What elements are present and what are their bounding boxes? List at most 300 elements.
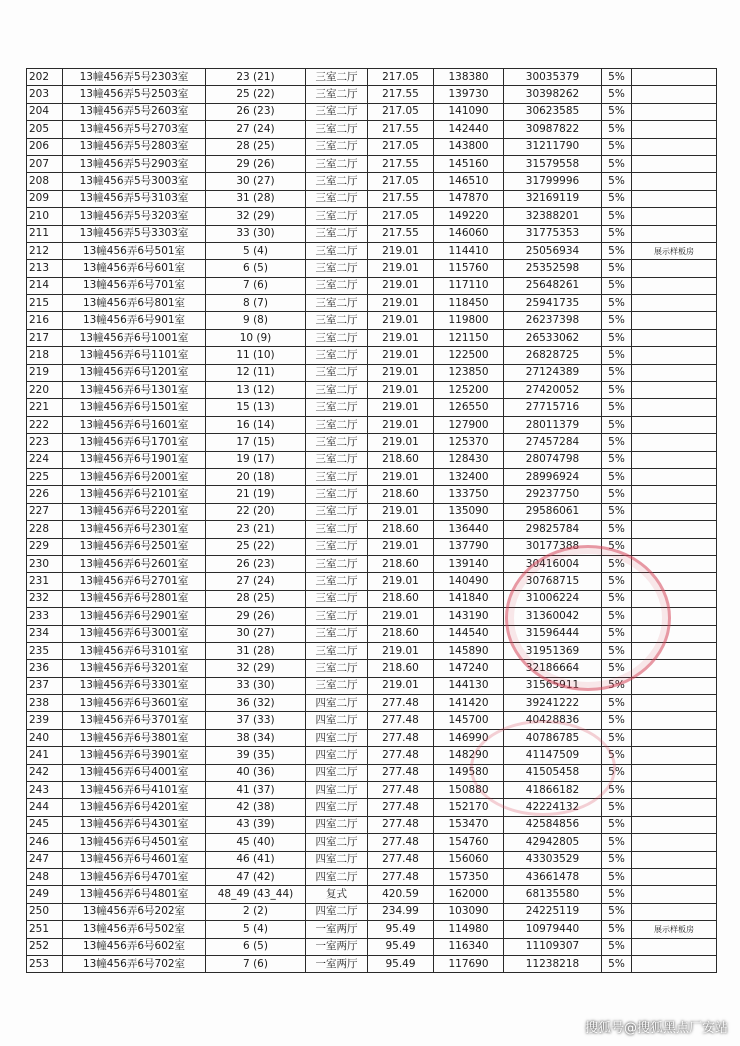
rate-cell: 5% <box>602 816 632 833</box>
total-price-cell: 27124389 <box>504 364 602 381</box>
row-number-cell: 203 <box>27 86 63 103</box>
floor-area-cell: 95.49 <box>368 955 434 972</box>
unit-address-cell: 13幢456弄6号3001室 <box>63 625 206 642</box>
row-number-cell: 241 <box>27 747 63 764</box>
table-row <box>27 416 717 433</box>
unit-price-cell: 116340 <box>434 938 504 955</box>
unit-price-cell: 118450 <box>434 295 504 312</box>
total-price-cell: 31951369 <box>504 642 602 659</box>
unit-address-cell: 13幢456弄6号4001室 <box>63 764 206 781</box>
room-layout-cell: 三室二厅 <box>306 173 368 190</box>
floor-number-cell: 10 (9) <box>206 329 306 346</box>
room-layout-cell: 三室二厅 <box>306 69 368 86</box>
note-cell <box>632 712 717 729</box>
room-layout-cell: 四室二厅 <box>306 799 368 816</box>
floor-area-cell: 217.55 <box>368 155 434 172</box>
row-number-cell: 217 <box>27 329 63 346</box>
row-number-cell: 233 <box>27 608 63 625</box>
room-layout-cell: 三室二厅 <box>306 329 368 346</box>
note-cell <box>632 834 717 851</box>
total-price-cell: 31579558 <box>504 155 602 172</box>
floor-number-cell: 29 (26) <box>206 155 306 172</box>
floor-number-cell: 13 (12) <box>206 382 306 399</box>
row-number-cell: 206 <box>27 138 63 155</box>
note-cell <box>632 886 717 903</box>
room-layout-cell: 三室二厅 <box>306 590 368 607</box>
floor-number-cell: 11 (10) <box>206 347 306 364</box>
row-number-cell: 239 <box>27 712 63 729</box>
floor-area-cell: 218.60 <box>368 521 434 538</box>
unit-address-cell: 13幢456弄5号3103室 <box>63 190 206 207</box>
floor-number-cell: 25 (22) <box>206 86 306 103</box>
total-price-cell: 30035379 <box>504 69 602 86</box>
unit-address-cell: 13幢456弄6号3301室 <box>63 677 206 694</box>
unit-address-cell: 13幢456弄6号1501室 <box>63 399 206 416</box>
floor-number-cell: 31 (28) <box>206 190 306 207</box>
unit-price-cell: 162000 <box>434 886 504 903</box>
unit-address-cell: 13幢456弄5号2603室 <box>63 103 206 120</box>
note-cell <box>632 347 717 364</box>
note-cell <box>632 521 717 538</box>
unit-address-cell: 13幢456弄6号1701室 <box>63 434 206 451</box>
note-cell <box>632 764 717 781</box>
table-row <box>27 208 717 225</box>
table-row <box>27 347 717 364</box>
unit-address-cell: 13幢456弄5号2903室 <box>63 155 206 172</box>
total-price-cell: 31565911 <box>504 677 602 694</box>
rate-cell: 5% <box>602 138 632 155</box>
rate-cell: 5% <box>602 364 632 381</box>
row-number-cell: 221 <box>27 399 63 416</box>
row-number-cell: 253 <box>27 955 63 972</box>
total-price-cell: 26533062 <box>504 329 602 346</box>
unit-address-cell: 13幢456弄6号4601室 <box>63 851 206 868</box>
rate-cell: 5% <box>602 399 632 416</box>
rate-cell: 5% <box>602 677 632 694</box>
rate-cell: 5% <box>602 295 632 312</box>
unit-price-cell: 123850 <box>434 364 504 381</box>
rate-cell: 5% <box>602 208 632 225</box>
row-number-cell: 211 <box>27 225 63 242</box>
note-cell <box>632 938 717 955</box>
floor-number-cell: 5 (4) <box>206 921 306 938</box>
row-number-cell: 229 <box>27 538 63 555</box>
floor-number-cell: 46 (41) <box>206 851 306 868</box>
floor-number-cell: 19 (17) <box>206 451 306 468</box>
room-layout-cell: 三室二厅 <box>306 86 368 103</box>
total-price-cell: 31775353 <box>504 225 602 242</box>
rate-cell: 5% <box>602 955 632 972</box>
floor-area-cell: 217.05 <box>368 69 434 86</box>
unit-price-cell: 117690 <box>434 955 504 972</box>
table-row <box>27 399 717 416</box>
total-price-cell: 43303529 <box>504 851 602 868</box>
floor-area-cell: 219.01 <box>368 277 434 294</box>
room-layout-cell: 三室二厅 <box>306 468 368 485</box>
total-price-cell: 26828725 <box>504 347 602 364</box>
rate-cell: 5% <box>602 729 632 746</box>
unit-address-cell: 13幢456弄6号4701室 <box>63 868 206 885</box>
room-layout-cell: 三室二厅 <box>306 382 368 399</box>
total-price-cell: 28074798 <box>504 451 602 468</box>
table-row <box>27 764 717 781</box>
floor-number-cell: 15 (13) <box>206 399 306 416</box>
floor-area-cell: 217.55 <box>368 121 434 138</box>
table-row <box>27 503 717 520</box>
room-layout-cell: 三室二厅 <box>306 399 368 416</box>
table-row <box>27 173 717 190</box>
floor-area-cell: 219.01 <box>368 573 434 590</box>
floor-area-cell: 277.48 <box>368 816 434 833</box>
note-cell <box>632 468 717 485</box>
unit-price-cell: 146990 <box>434 729 504 746</box>
floor-number-cell: 27 (24) <box>206 121 306 138</box>
row-number-cell: 232 <box>27 590 63 607</box>
floor-number-cell: 32 (29) <box>206 208 306 225</box>
room-layout-cell: 三室二厅 <box>306 312 368 329</box>
table-row <box>27 538 717 555</box>
floor-area-cell: 277.48 <box>368 851 434 868</box>
row-number-cell: 248 <box>27 868 63 885</box>
rate-cell: 5% <box>602 347 632 364</box>
unit-address-cell: 13幢456弄6号501室 <box>63 242 206 259</box>
row-number-cell: 247 <box>27 851 63 868</box>
room-layout-cell: 三室二厅 <box>306 677 368 694</box>
rate-cell: 5% <box>602 555 632 572</box>
unit-address-cell: 13幢456弄6号1901室 <box>63 451 206 468</box>
rate-cell: 5% <box>602 782 632 799</box>
note-cell <box>632 277 717 294</box>
room-layout-cell: 三室二厅 <box>306 208 368 225</box>
total-price-cell: 30768715 <box>504 573 602 590</box>
floor-number-cell: 42 (38) <box>206 799 306 816</box>
unit-price-cell: 140490 <box>434 573 504 590</box>
total-price-cell: 40428836 <box>504 712 602 729</box>
table-row <box>27 677 717 694</box>
row-number-cell: 237 <box>27 677 63 694</box>
rate-cell: 5% <box>602 329 632 346</box>
floor-number-cell: 43 (39) <box>206 816 306 833</box>
unit-address-cell: 13幢456弄6号801室 <box>63 295 206 312</box>
row-number-cell: 245 <box>27 816 63 833</box>
room-layout-cell: 三室二厅 <box>306 573 368 590</box>
rate-cell: 5% <box>602 486 632 503</box>
floor-number-cell: 26 (23) <box>206 555 306 572</box>
total-price-cell: 41505458 <box>504 764 602 781</box>
unit-price-cell: 121150 <box>434 329 504 346</box>
total-price-cell: 29237750 <box>504 486 602 503</box>
room-layout-cell: 三室二厅 <box>306 225 368 242</box>
total-price-cell: 10979440 <box>504 921 602 938</box>
floor-area-cell: 277.48 <box>368 764 434 781</box>
row-number-cell: 240 <box>27 729 63 746</box>
unit-address-cell: 13幢456弄6号202室 <box>63 903 206 920</box>
total-price-cell: 25648261 <box>504 277 602 294</box>
row-number-cell: 226 <box>27 486 63 503</box>
floor-number-cell: 21 (19) <box>206 486 306 503</box>
unit-price-cell: 132400 <box>434 468 504 485</box>
note-cell <box>632 573 717 590</box>
floor-area-cell: 218.60 <box>368 451 434 468</box>
unit-price-cell: 145890 <box>434 642 504 659</box>
unit-price-cell: 144540 <box>434 625 504 642</box>
unit-address-cell: 13幢456弄5号2303室 <box>63 69 206 86</box>
rate-cell: 5% <box>602 747 632 764</box>
floor-number-cell: 38 (34) <box>206 729 306 746</box>
row-number-cell: 219 <box>27 364 63 381</box>
unit-address-cell: 13幢456弄6号901室 <box>63 312 206 329</box>
row-number-cell: 210 <box>27 208 63 225</box>
note-cell <box>632 260 717 277</box>
rate-cell: 5% <box>602 434 632 451</box>
unit-price-cell: 152170 <box>434 799 504 816</box>
floor-area-cell: 95.49 <box>368 938 434 955</box>
total-price-cell: 30987822 <box>504 121 602 138</box>
room-layout-cell: 一室两厅 <box>306 921 368 938</box>
row-number-cell: 250 <box>27 903 63 920</box>
rate-cell: 5% <box>602 695 632 712</box>
rate-cell: 5% <box>602 155 632 172</box>
room-layout-cell: 三室二厅 <box>306 242 368 259</box>
row-number-cell: 202 <box>27 69 63 86</box>
table-row <box>27 382 717 399</box>
floor-number-cell: 2 (2) <box>206 903 306 920</box>
note-cell <box>632 451 717 468</box>
note-cell <box>632 138 717 155</box>
total-price-cell: 28996924 <box>504 468 602 485</box>
room-layout-cell: 三室二厅 <box>306 260 368 277</box>
row-number-cell: 230 <box>27 555 63 572</box>
unit-price-cell: 150880 <box>434 782 504 799</box>
rate-cell: 5% <box>602 625 632 642</box>
room-layout-cell: 三室二厅 <box>306 555 368 572</box>
floor-area-cell: 219.01 <box>368 538 434 555</box>
room-layout-cell: 三室二厅 <box>306 451 368 468</box>
note-cell <box>632 173 717 190</box>
floor-area-cell: 277.48 <box>368 868 434 885</box>
rate-cell: 5% <box>602 451 632 468</box>
table-row <box>27 451 717 468</box>
table-row <box>27 434 717 451</box>
room-layout-cell: 三室二厅 <box>306 434 368 451</box>
row-number-cell: 251 <box>27 921 63 938</box>
floor-area-cell: 217.05 <box>368 208 434 225</box>
floor-area-cell: 277.48 <box>368 695 434 712</box>
rate-cell: 5% <box>602 903 632 920</box>
note-cell <box>632 225 717 242</box>
table-row <box>27 295 717 312</box>
row-number-cell: 242 <box>27 764 63 781</box>
table-row <box>27 312 717 329</box>
unit-price-cell: 103090 <box>434 903 504 920</box>
room-layout-cell: 三室二厅 <box>306 277 368 294</box>
table-row <box>27 695 717 712</box>
note-cell <box>632 851 717 868</box>
table-row <box>27 555 717 572</box>
total-price-cell: 42942805 <box>504 834 602 851</box>
note-cell <box>632 868 717 885</box>
unit-price-cell: 136440 <box>434 521 504 538</box>
watermark-text: 搜狐号@搜狐黑点厂安站 <box>584 1021 728 1036</box>
unit-address-cell: 13幢456弄6号602室 <box>63 938 206 955</box>
table-row <box>27 329 717 346</box>
total-price-cell: 43661478 <box>504 868 602 885</box>
unit-price-cell: 117110 <box>434 277 504 294</box>
unit-price-cell: 125200 <box>434 382 504 399</box>
floor-area-cell: 219.01 <box>368 677 434 694</box>
floor-area-cell: 218.60 <box>368 555 434 572</box>
rate-cell: 5% <box>602 173 632 190</box>
unit-price-cell: 126550 <box>434 399 504 416</box>
note-cell <box>632 903 717 920</box>
row-number-cell: 223 <box>27 434 63 451</box>
note-cell <box>632 190 717 207</box>
rate-cell: 5% <box>602 608 632 625</box>
total-price-cell: 30398262 <box>504 86 602 103</box>
total-price-cell: 24225119 <box>504 903 602 920</box>
rate-cell: 5% <box>602 121 632 138</box>
floor-number-cell: 12 (11) <box>206 364 306 381</box>
unit-address-cell: 13幢456弄6号2001室 <box>63 468 206 485</box>
unit-address-cell: 13幢456弄6号1301室 <box>63 382 206 399</box>
note-cell <box>632 660 717 677</box>
rate-cell: 5% <box>602 382 632 399</box>
note-cell <box>632 642 717 659</box>
floor-number-cell: 48_49 (43_44) <box>206 886 306 903</box>
unit-price-cell: 119800 <box>434 312 504 329</box>
total-price-cell: 32186664 <box>504 660 602 677</box>
table-row <box>27 468 717 485</box>
row-number-cell: 207 <box>27 155 63 172</box>
total-price-cell: 31006224 <box>504 590 602 607</box>
total-price-cell: 25941735 <box>504 295 602 312</box>
unit-price-cell: 154760 <box>434 834 504 851</box>
floor-number-cell: 22 (20) <box>206 503 306 520</box>
total-price-cell: 32388201 <box>504 208 602 225</box>
note-cell <box>632 747 717 764</box>
rate-cell: 5% <box>602 712 632 729</box>
floor-number-cell: 45 (40) <box>206 834 306 851</box>
note-cell <box>632 416 717 433</box>
table-row <box>27 903 717 920</box>
unit-price-cell: 157350 <box>434 868 504 885</box>
floor-area-cell: 218.60 <box>368 590 434 607</box>
table-row <box>27 955 717 972</box>
unit-address-cell: 13幢456弄6号4501室 <box>63 834 206 851</box>
floor-number-cell: 25 (22) <box>206 538 306 555</box>
unit-address-cell: 13幢456弄5号2703室 <box>63 121 206 138</box>
unit-price-cell: 122500 <box>434 347 504 364</box>
floor-area-cell: 219.01 <box>368 642 434 659</box>
room-layout-cell: 三室二厅 <box>306 642 368 659</box>
total-price-cell: 39241222 <box>504 695 602 712</box>
floor-area-cell: 217.55 <box>368 225 434 242</box>
room-layout-cell: 三室二厅 <box>306 625 368 642</box>
floor-number-cell: 37 (33) <box>206 712 306 729</box>
unit-price-cell: 145160 <box>434 155 504 172</box>
table-row <box>27 277 717 294</box>
row-number-cell: 218 <box>27 347 63 364</box>
row-number-cell: 225 <box>27 468 63 485</box>
unit-address-cell: 13幢456弄6号3801室 <box>63 729 206 746</box>
floor-number-cell: 29 (26) <box>206 608 306 625</box>
unit-price-cell: 141090 <box>434 103 504 120</box>
room-layout-cell: 四室二厅 <box>306 747 368 764</box>
note-cell <box>632 86 717 103</box>
note-cell <box>632 729 717 746</box>
table-row <box>27 260 717 277</box>
unit-price-cell: 141420 <box>434 695 504 712</box>
unit-price-cell: 138380 <box>434 69 504 86</box>
rate-cell: 5% <box>602 416 632 433</box>
unit-price-cell: 143800 <box>434 138 504 155</box>
row-number-cell: 243 <box>27 782 63 799</box>
unit-address-cell: 13幢456弄5号3003室 <box>63 173 206 190</box>
room-layout-cell: 四室二厅 <box>306 851 368 868</box>
row-number-cell: 236 <box>27 660 63 677</box>
floor-number-cell: 23 (21) <box>206 521 306 538</box>
room-layout-cell: 四室二厅 <box>306 695 368 712</box>
unit-price-cell: 115760 <box>434 260 504 277</box>
unit-address-cell: 13幢456弄6号4101室 <box>63 782 206 799</box>
row-number-cell: 208 <box>27 173 63 190</box>
unit-price-cell: 137790 <box>434 538 504 555</box>
unit-address-cell: 13幢456弄6号701室 <box>63 277 206 294</box>
unit-price-cell: 141840 <box>434 590 504 607</box>
total-price-cell: 31799996 <box>504 173 602 190</box>
note-cell <box>632 782 717 799</box>
row-number-cell: 246 <box>27 834 63 851</box>
unit-address-cell: 13幢456弄6号4201室 <box>63 799 206 816</box>
floor-number-cell: 32 (29) <box>206 660 306 677</box>
unit-address-cell: 13幢456弄6号1201室 <box>63 364 206 381</box>
note-cell <box>632 590 717 607</box>
floor-number-cell: 17 (15) <box>206 434 306 451</box>
room-layout-cell: 一室两厅 <box>306 938 368 955</box>
total-price-cell: 31360042 <box>504 608 602 625</box>
room-layout-cell: 四室二厅 <box>306 782 368 799</box>
floor-number-cell: 33 (30) <box>206 225 306 242</box>
unit-price-cell: 149580 <box>434 764 504 781</box>
total-price-cell: 27715716 <box>504 399 602 416</box>
table-row <box>27 712 717 729</box>
room-layout-cell: 三室二厅 <box>306 347 368 364</box>
unit-price-cell: 133750 <box>434 486 504 503</box>
floor-number-cell: 23 (21) <box>206 69 306 86</box>
note-cell <box>632 677 717 694</box>
floor-area-cell: 218.60 <box>368 660 434 677</box>
rate-cell: 5% <box>602 225 632 242</box>
total-price-cell: 41147509 <box>504 747 602 764</box>
table-row <box>27 364 717 381</box>
rate-cell: 5% <box>602 312 632 329</box>
room-layout-cell: 四室二厅 <box>306 764 368 781</box>
note-cell <box>632 695 717 712</box>
floor-area-cell: 277.48 <box>368 729 434 746</box>
row-number-cell: 228 <box>27 521 63 538</box>
rate-cell: 5% <box>602 260 632 277</box>
row-number-cell: 209 <box>27 190 63 207</box>
unit-address-cell: 13幢456弄6号4801室 <box>63 886 206 903</box>
unit-price-cell: 139140 <box>434 555 504 572</box>
floor-number-cell: 36 (32) <box>206 695 306 712</box>
room-layout-cell: 三室二厅 <box>306 364 368 381</box>
note-cell <box>632 329 717 346</box>
room-layout-cell: 三室二厅 <box>306 538 368 555</box>
note-cell <box>632 121 717 138</box>
floor-number-cell: 5 (4) <box>206 242 306 259</box>
unit-price-cell: 125370 <box>434 434 504 451</box>
